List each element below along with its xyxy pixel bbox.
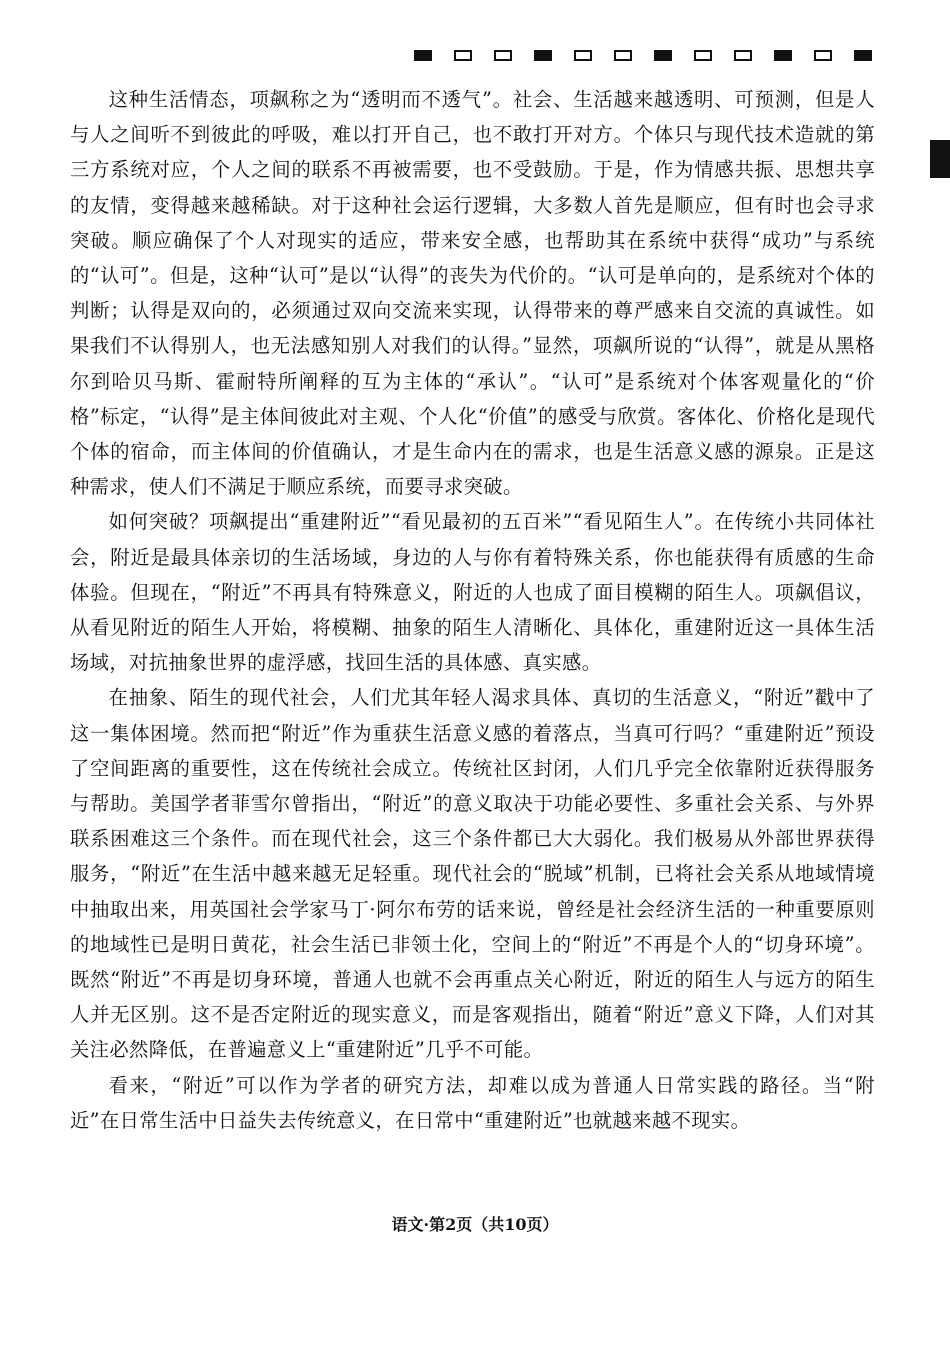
paragraph: 在抽象、陌生的现代社会，人们尤其年轻人渴求具体、真切的生活意义，“附近”戳中了这一集体困境。然而把“附近”作为重获生活意义感的着落点，当真可行吗？“重建附近”预设了空间距离的重要性，这在传统社会成立。传统社区封闭，人们几乎完全依靠附近获得服务与帮助。美国学者菲雪尔曾指出，“附近”的意义取决于功能必要性、多重社会关系、与外界联系困难这三个条件。而在现代社会，这三个条件都已大大弱化。我们极易从外部世界获得服务，“附近”在生活中越来越无足轻重。现代社会的“脱域”机制，已将社会关系从地域情境中抽取出来，用英国社会学家马丁·阿尔布劳的话来说，曾经是社会经济生活的一种重要原则的地域性已是明日黄花，社会生活已非领土化，空间上的“附近”不再是个人的“切身环境”。既然“附近”不再是切身环境，普通人也就不会再重点关心附近，附近的陌生人与远方的陌生人并无区别。这不是否定附近的现实意义，而是客观指出，随着“附近”意义下降，人们对其关注必然降低，在普遍意义上“重建附近”几乎不可能。 (70, 686, 875, 1062)
page-marker (494, 50, 512, 61)
article-body (70, 82, 875, 1138)
page-marker (574, 50, 592, 61)
page-marker (654, 50, 672, 61)
page-marker (534, 50, 552, 61)
page-footer: 语文·第2页（共10页） (391, 1215, 559, 1234)
paragraph: 这种生活情态，项飙称之为“透明而不透气”。社会、生活越来越透明、可预测，但是人与人之间听不到彼此的呼吸，难以打开自己，也不敢打开对方。个体只与现代技术造就的第三方系统对应，个人之间的联系不再被需要，也不受鼓励。于是，作为情感共振、思想共享的友情，变得越来越稀缺。对于这种社会运行逻辑，大多数人首先是顺应，但有时也会寻求突破。顺应确保了个人对现实的适应，带来安全感，也帮助其在系统中获得“成功”与系统的“认可”。但是，这种“认可”是以“认得”的丧失为代价的。“认可是单向的，是系统对个体的判断；认得是双向的，必须通过双向交流来实现，认得带来的尊严感来自交流的真诚性。如果我们不认得别人，也无法感知别人对我们的认得。”显然，项飙所说的“认得”，就是从黑格尔到哈贝马斯、霍耐特所阐释的互为主体的“承认”。“认可”是系统对个体客观量化的“价格”标定，“认得”是主体间彼此对主观、个人化“价值”的感受与欣赏。客体化、价格化是现代个体的宿命，而主体间的价值确认，才是生命内在的需求，也是生活意义感的源泉。正是这种需求，使人们不满足于顺应系统，而要寻求突破。 (70, 88, 875, 499)
page-marker (414, 50, 432, 61)
paragraph: 看来，“附近”可以作为学者的研究方法，却难以成为普通人日常实践的路径。当“附近”在日常生活中日益失去传统意义，在日常中“重建附近”也就越来越不现实。 (70, 1073, 875, 1132)
page-marker (854, 50, 872, 61)
page-marker (814, 50, 832, 61)
page-marker-strip (414, 50, 872, 61)
page-marker (454, 50, 472, 61)
paragraph: 如何突破？项飙提出“重建附近”“看见最初的五百米”“看见陌生人”。在传统小共同体社会，附近是最具体亲切的生活场域，身边的人与你有着特殊关系，你也能获得有质感的生命体验。但现在，“附近”不再具有特殊意义，附近的人也成了面目模糊的陌生人。项飙倡议，从看见附近的陌生人开始，将模糊、抽象的陌生人清晰化、具体化，重建附近这一具体生活场域，对抗抽象世界的虚浮感，找回生活的具体感、真实感。 (70, 510, 875, 675)
page-marker (734, 50, 752, 61)
binding-edge-tab (930, 140, 950, 178)
page-marker (614, 50, 632, 61)
page-marker (774, 50, 792, 61)
page-marker (694, 50, 712, 61)
